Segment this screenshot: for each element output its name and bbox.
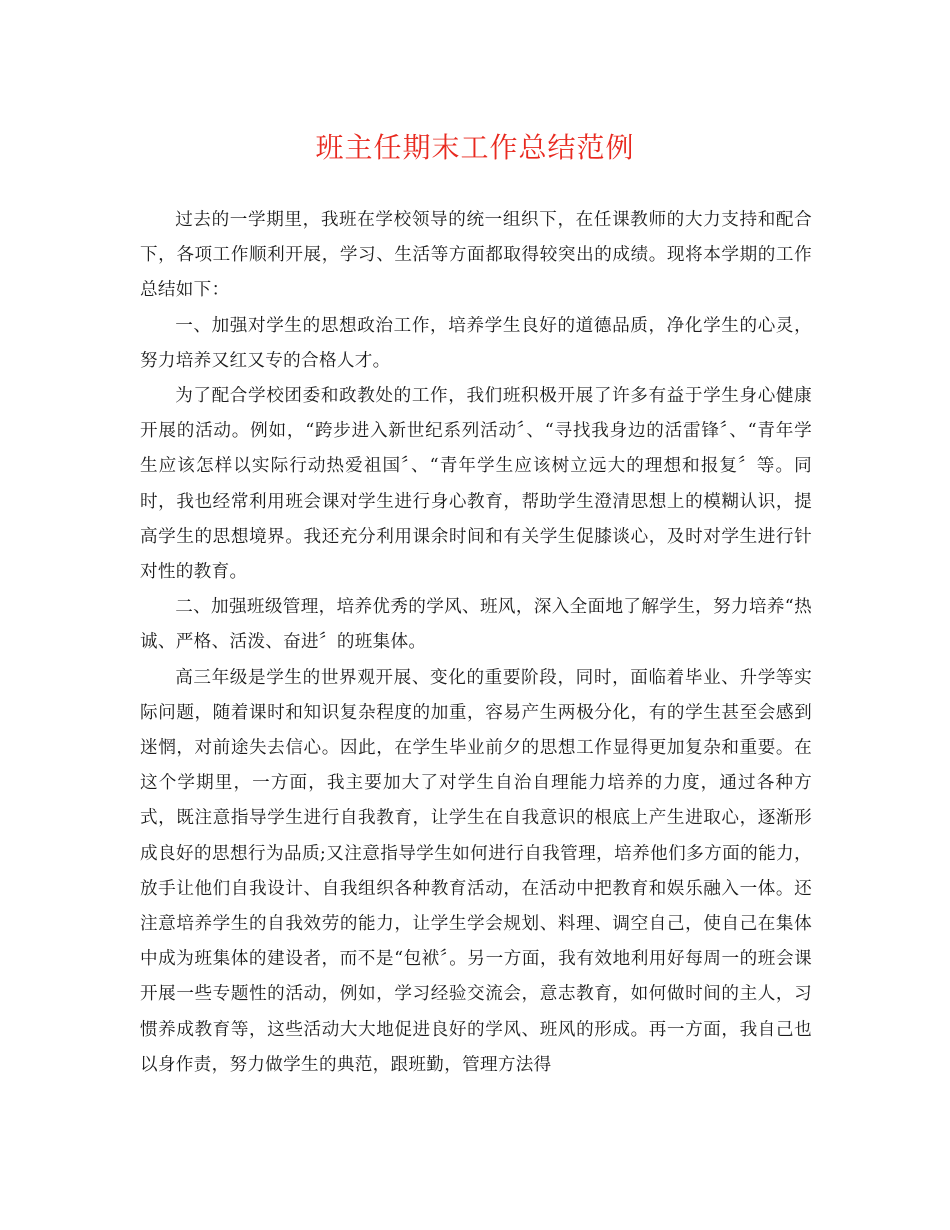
paragraph-section-one-heading: 一、加强对学生的思想政治工作，培养学生良好的道德品质，净化学生的心灵，努力培养又红又专的合格人才。 <box>140 315 812 371</box>
paragraph-section-one-body: 为了配合学校团委和政教处的工作，我们班积极开展了许多有益于学生身心健康开展的活动。例如，“跨步进入新世纪系列活动〞、“寻找我身边的活雷锋〞、“青年学生应该怎样以实际行动热爱祖国〞、“青年学生应该树立远大的理想和报复〞等。同时，我也经常利用班会课对学生进行身心教育，帮助学生澄清思想上的模糊认识，提高学生的思想境界。我还充分利用课余时间和有关学生促膝谈心，及时对学生进行针对性的教育。 <box>140 386 812 583</box>
document-title: 班主任期末工作总结范例 <box>315 131 635 164</box>
document-body <box>140 203 812 1083</box>
paragraph-section-two-body: 高三年级是学生的世界观开展、变化的重要阶段，同时，面临着毕业、升学等实际问题，随着课时和知识复杂程度的加重，容易产生两极分化，有的学生甚至会感到迷惘，对前途失去信心。因此，在学生毕业前夕的思想工作显得更加复杂和重要。在这个学期里，一方面，我主要加大了对学生自治自理能力培养的力度，通过各种方式，既注意指导学生进行自我教育，让学生在自我意识的根底上产生进取心，逐渐形成良好的思想行为品质;又注意指导学生如何进行自我管理，培养他们多方面的能力，放手让他们自我设计、自我组织各种教育活动，在活动中把教育和娱乐融入一体。还注意培养学生的自我效劳的能力，让学生学会规划、料理、调空自己，使自己在集体中成为班集体的建设者，而不是“包袱〞。另一方面，我有效地利用好每周一的班会课开展一些专题性的活动，例如，学习经验交流会，意志教育，如何做时间的主人，习惯养成教育等，这些活动大大地促进良好的学风、班风的形成。再一方面，我自己也以身作责，努力做学生的典范，跟班勤，管理方法得 <box>140 667 812 1075</box>
paragraph-intro: 过去的一学期里，我班在学校领导的统一组织下，在任课教师的大力支持和配合下，各项工作顺利开展，学习、生活等方面都取得较突出的成绩。现将本学期的工作总结如下： <box>140 210 812 301</box>
paragraph-section-two-heading: 二、加强班级管理，培养优秀的学风、班风，深入全面地了解学生，努力培养“热诚、严格、活泼、奋进〞的班集体。 <box>140 597 812 653</box>
